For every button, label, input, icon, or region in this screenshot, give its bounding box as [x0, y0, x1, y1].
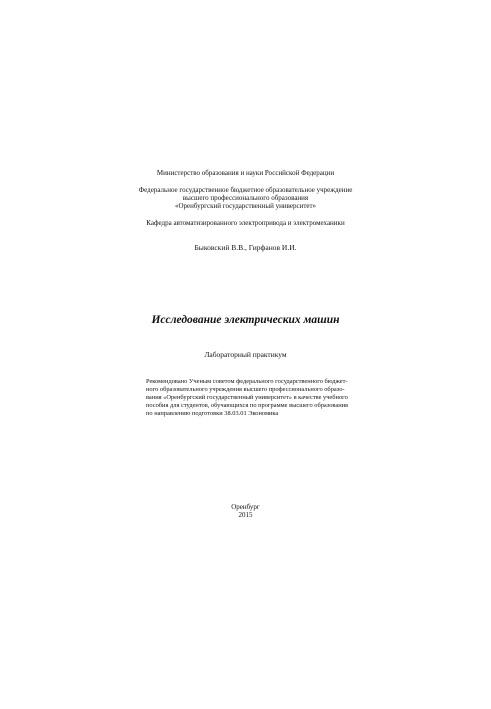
recommendation-line-3: вания «Оренбургский государственный университет» в качестве учебного	[146, 394, 348, 401]
authors-line: Быковский В.В., Гирфанов И.И.	[194, 243, 297, 252]
document-title: Исследование электрических машин	[151, 314, 340, 326]
institution-line-1: Федеральное государственное бюджетное образовательное учреждение	[138, 186, 353, 194]
department-line: Кафедра автоматизированного электропривода и электромеханики	[146, 219, 345, 227]
recommendation-line-2: ного образовательного учреждения высшего профессионального образо-	[146, 386, 345, 393]
document-subtitle: Лабораторный практикум	[204, 350, 287, 359]
ministry-line: Министерство образования и науки Российской Федерации	[156, 169, 335, 177]
recommendation-line-1: Рекомендовано Ученым советом федерального государственного бюджет-	[146, 378, 348, 385]
institution-line-2: высшего профессионального образования	[182, 194, 309, 202]
recommendation-line-4: пособия для студентов, обучающихся по программе высшего образования	[146, 402, 348, 409]
city-line: Оренбург	[231, 503, 260, 511]
recommendation-line-5: по направлению подготовки 38.03.01 Экономика	[146, 410, 279, 417]
institution-line-3: «Оренбургский государственный университет»	[174, 202, 317, 210]
year-line: 2015	[238, 511, 253, 519]
